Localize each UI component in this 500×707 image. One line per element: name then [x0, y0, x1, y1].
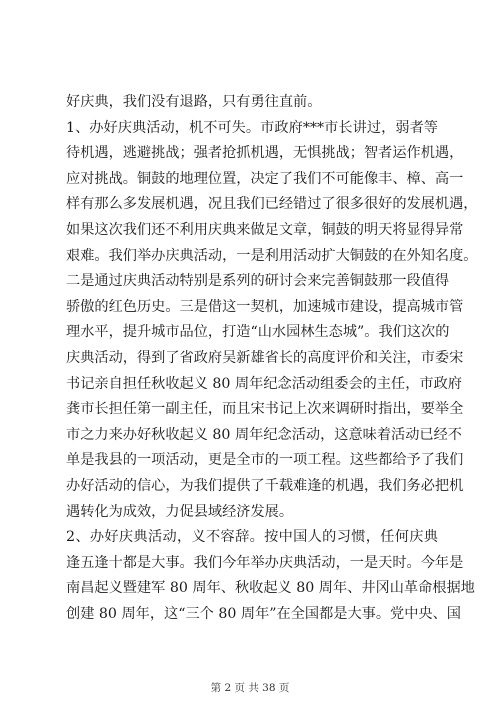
text-line: 创建 80 周年，这“三个 80 周年”在全国都是大事。党中央、国 [66, 605, 461, 622]
text-line: 庆典活动，得到了省政府吴新雄省长的高度评价和关注，市委宋 [66, 349, 464, 366]
text-line: 样有那么多发展机遇，况且我们已经错过了很多很好的发展机遇， [66, 196, 478, 213]
text-line: 如果这次我们还不利用庆典来做足文章，铜鼓的明天将显得异常 [66, 221, 464, 238]
text-line: 市之力来办好秋收起义 80 周年纪念活动，这意味着活动已经不 [66, 426, 462, 443]
text-line: 待机遇，逃避挑战；强者抢抓机遇，无惧挑战；智者运作机遇， [66, 145, 464, 162]
text-line: 艰难。我们举办庆典活动，一是利用活动扩大铜鼓的在外知名度。 [66, 247, 478, 264]
page-footer: 第 2 页 共 38 页 [210, 682, 290, 694]
text-line: 办好活动的信心，为我们提供了千载难逢的机遇，我们务必把机 [66, 477, 464, 494]
text-line: 遇转化为成效，力促县域经济发展。 [66, 503, 294, 520]
body-text [66, 90, 478, 627]
text-line: 书记亲自担任秋收起义 80 周年纪念活动组委会的主任，市政府 [66, 375, 462, 392]
text-line: 1、办好庆典活动，机不可失。市政府***市长讲过，弱者等 [66, 119, 438, 136]
text-line: 理水平，提升城市品位，打造“山水园林生态城”。我们这次的 [66, 324, 450, 341]
text-line: 好庆典，我们没有退路，只有勇往直前。 [66, 94, 322, 110]
text-line: 二是通过庆典活动特别是系列的研讨会来完善铜鼓那一段值得 [66, 273, 450, 290]
text-line: 逢五逢十都是大事。我们今年举办庆典活动，一是天时。今年是 [66, 554, 464, 571]
text-line: 单是我县的一项活动，更是全市的一项工程。这些都给予了我们 [66, 452, 464, 469]
text-line: 应对挑战。铜鼓的地理位置，决定了我们不可能像丰、樟、高一 [66, 170, 464, 187]
text-line: 龚市长担任第一副主任，而且宋书记上次来调研时指出，要举全 [66, 401, 464, 418]
text-line: 南昌起义暨建军 80 周年、秋收起义 80 周年、井冈山革命根据地 [66, 580, 475, 597]
text-line: 2、办好庆典活动，义不容辞。按中国人的习惯，任何庆典 [66, 529, 438, 546]
text-line: 骄傲的红色历史。三是借这一契机，加速城市建设，提高城市管 [66, 298, 464, 315]
